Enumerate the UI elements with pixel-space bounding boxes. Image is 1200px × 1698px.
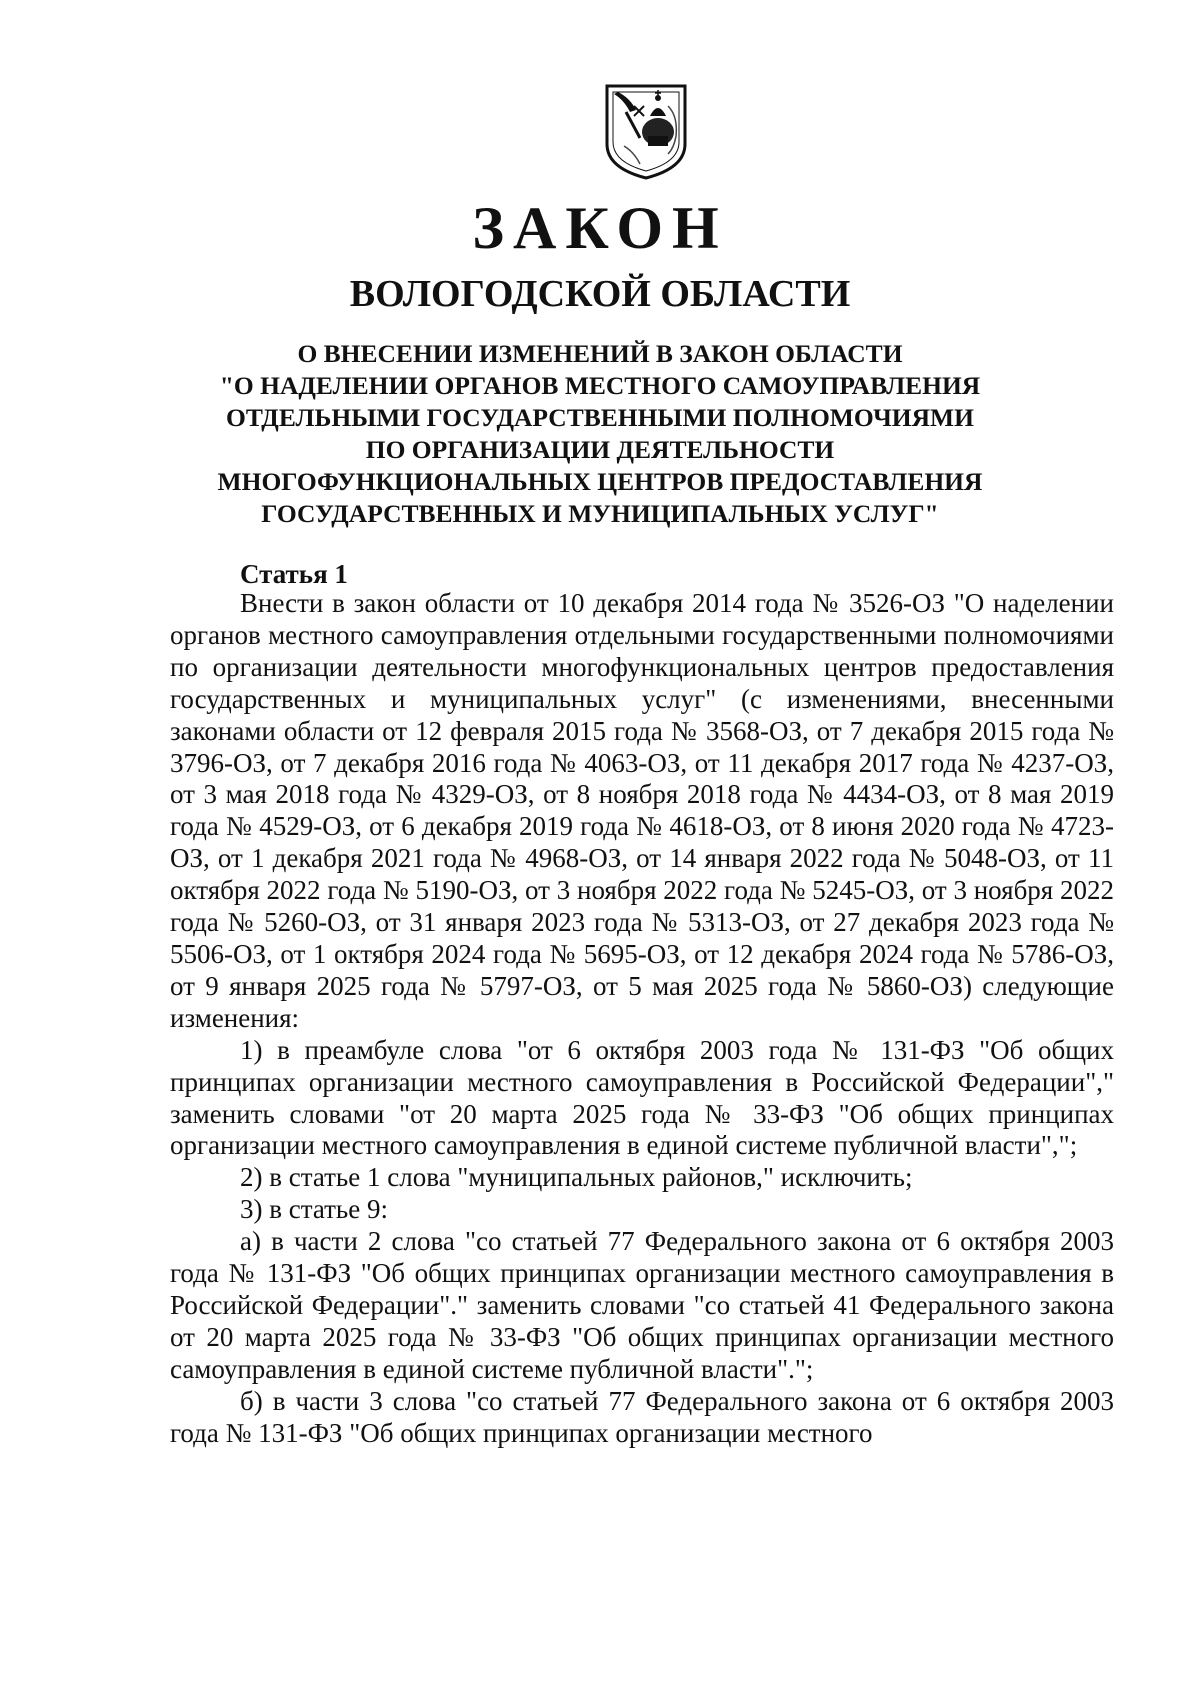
vologda-coat-of-arms-icon [604,76,688,180]
law-name-line: ОТДЕЛЬНЫМИ ГОСУДАРСТВЕННЫМИ ПОЛНОМОЧИЯМИ [226,403,974,432]
law-name-line: ПО ОРГАНИЗАЦИИ ДЕЯТЕЛЬНОСТИ [365,435,835,464]
article-paragraph: а) в части 2 слова "со статьей 77 Федерального закона от 6 октября 2003 года № 131-ФЗ "Об общих принципах организации местного самоуправления в Российской Федерации"." заменить словами "со статьей 41 Федерального закона от 20 марта 2025 года № 33-ФЗ "Об общих принципах организации местного самоуправления в единой системе публичной власти"."; [170,1226,1114,1384]
law-name-line: "О НАДЕЛЕНИИ ОРГАНОВ МЕСТНОГО САМОУПРАВЛЕНИЯ [219,371,981,400]
article-paragraph: 2) в статье 1 слова "муниципальных районов," исключить; [240,1162,913,1193]
article-paragraph: 3) в статье 9: [240,1194,388,1225]
law-name-line: ГОСУДАРСТВЕННЫХ И МУНИЦИПАЛЬНЫХ УСЛУГ" [261,499,939,528]
law-name-line: О ВНЕСЕНИИ ИЗМЕНЕНИЙ В ЗАКОН ОБЛАСТИ [297,339,903,368]
document-type-title: ЗАКОН [472,195,728,261]
article-title: Статья 1 [240,559,348,589]
article-paragraph: Внести в закон области от 10 декабря 2014 года № 3526-ОЗ "О наделении органов местного самоуправления отдельными государственными полномочиями по организации деятельности многофункциональных центров предоставления государственных и муниципальных услуг" (с изменениями, внесенными законами области от 12 февраля 2015 года № 3568-ОЗ, от 7 декабря 2015 года № 3796-ОЗ, от 7 декабря 2016 года № 4063-ОЗ, от 11 декабря 2017 года № 4237-ОЗ, от 3 мая 2018 года № 4329-ОЗ, от 8 ноября 2018 года № 4434-ОЗ, от 8 мая 2019 года № 4529-ОЗ, от 6 декабря 2019 года № 4618-ОЗ, от 8 июня 2020 года № 4723-ОЗ, от 1 декабря 2021 года № 4968-ОЗ, от 14 января 2022 года № 5048-ОЗ, от 11 октября 2022 года № 5190-ОЗ, от 3 ноября 2022 года № 5245-ОЗ, от 3 ноября 2022 года № 5260-ОЗ, от 31 января 2023 года № 5313-ОЗ, от 27 декабря 2023 года № 5506-ОЗ, от 1 октября 2024 года № 5695-ОЗ, от 12 декабря 2024 года № 5786-ОЗ, от 9 января 2025 года № 5797-ОЗ, от 5 мая 2025 года № 5860-ОЗ) следующие изменения: [170,588,1114,1033]
article-paragraph: б) в части 3 слова "со статьей 77 Федерального закона от 6 октября 2003 года № 131-ФЗ "Об общих принципах организации местного [170,1385,1114,1448]
law-name-line: МНОГОФУНКЦИОНАЛЬНЫХ ЦЕНТРОВ ПРЕДОСТАВЛЕНИЯ [217,467,983,496]
law-name-heading [160,338,1040,530]
article-paragraph: 1) в преамбуле слова "от 6 октября 2003 года № 131-ФЗ "Об общих принципах организации местного самоуправления в Российской Федерации"," заменить словами "от 20 марта 2025 года № 33-ФЗ "Об общих принципах организации местного самоуправления в единой системе публичной власти","; [170,1034,1114,1161]
article-body [170,588,1114,1449]
region-title: ВОЛОГОДСКОЙ ОБЛАСТИ [349,273,851,315]
